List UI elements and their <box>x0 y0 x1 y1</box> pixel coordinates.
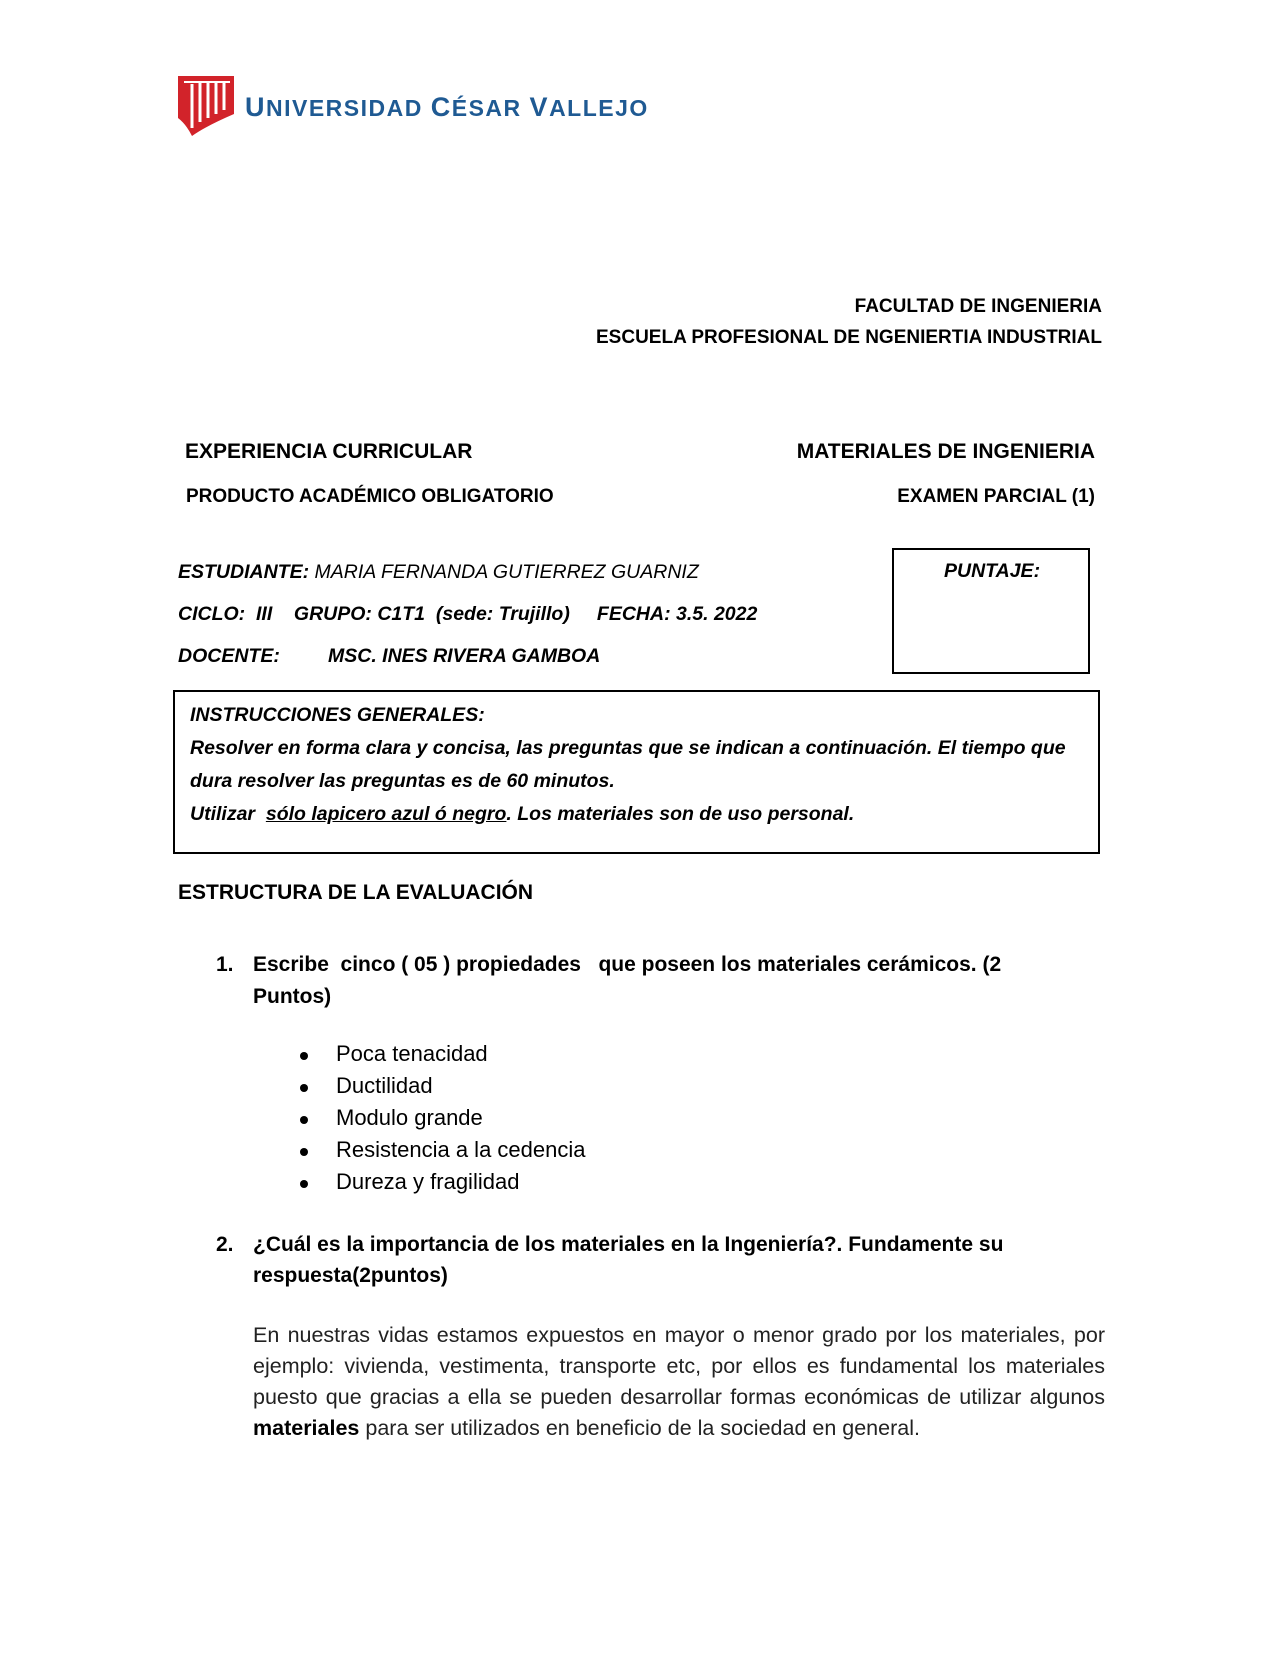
instructions-title: INSTRUCCIONES GENERALES: <box>190 704 485 726</box>
question-2-line-1: ¿Cuál es la importancia de los materiales en la Ingeniería?. Fundamente su <box>253 1233 1004 1256</box>
teacher-name: MSC. INES RIVERA GAMBOA <box>328 645 601 667</box>
question-2-answer: En nuestras vidas estamos expuestos en mayor o menor grado por los materiales, por ejemplo: vivienda, vestimenta, transporte etc, por ellos es fundamental los materiales puesto que gracias a ella se pueden desarrollar formas económicas de utilizar algunos materiales para ser utilizados en beneficio de la sociedad en general. <box>253 1323 1105 1440</box>
list-item: Modulo grande <box>336 1105 483 1130</box>
experience-value: MATERIALES DE INGENIERIA <box>796 440 1095 463</box>
score-label: PUNTAJE: <box>944 560 1041 582</box>
cycle-group-date-line: CICLO: III GRUPO: C1T1 (sede: Trujillo) FECHA: 3.5. 2022 <box>178 603 758 625</box>
school-title: ESCUELA PROFESIONAL DE NGENIERTIA INDUSTRIAL <box>596 327 1102 348</box>
instructions-line-2: dura resolver las preguntas es de 60 minutos. <box>190 770 615 792</box>
bullet-icon <box>300 1180 308 1188</box>
bullet-icon <box>300 1084 308 1092</box>
list-item: Poca tenacidad <box>336 1041 488 1066</box>
list-item: Dureza y fragilidad <box>336 1169 520 1194</box>
evaluation-structure-title: ESTRUCTURA DE LA EVALUACIÓN <box>178 881 534 904</box>
bullet-icon <box>300 1116 308 1124</box>
question-1-line-2: Puntos) <box>253 985 332 1008</box>
student-name: MARIA FERNANDA GUTIERREZ GUARNIZ <box>309 561 699 583</box>
experience-label: EXPERIENCIA CURRICULAR <box>185 440 473 463</box>
university-shield-logo <box>176 74 236 138</box>
bullet-icon <box>300 1148 308 1156</box>
student-line <box>178 561 699 584</box>
list-item: Resistencia a la cedencia <box>336 1137 586 1162</box>
instructions-line-3: Utilizar sólo lapicero azul ó negro. Los materiales son de uso personal. <box>190 803 855 825</box>
question-2-number: 2. <box>216 1233 234 1256</box>
bullet-icon <box>300 1052 308 1060</box>
question-1-line-1: Escribe cinco ( 05 ) propiedades que poseen los materiales cerámicos. (2 <box>253 953 1002 976</box>
product-label: PRODUCTO ACADÉMICO OBLIGATORIO <box>186 486 554 507</box>
question-1-number: 1. <box>216 953 234 976</box>
university-name-logo: UNIVERSIDAD CÉSAR VALLEJO <box>245 92 649 122</box>
student-label: ESTUDIANTE: <box>178 561 310 583</box>
instructions-box <box>173 690 1100 854</box>
faculty-title: FACULTAD DE INGENIERIA <box>854 296 1102 317</box>
list-item: Ductilidad <box>336 1073 433 1098</box>
instructions-line-1: Resolver en forma clara y concisa, las preguntas que se indican a continuación. El tiempo que <box>190 737 1066 759</box>
pen-requirement: sólo lapicero azul ó negro <box>265 803 507 825</box>
product-value: EXAMEN PARCIAL (1) <box>897 486 1095 507</box>
score-box <box>892 548 1090 674</box>
teacher-label: DOCENTE: <box>178 645 280 667</box>
question-2-line-2: respuesta(2puntos) <box>253 1264 448 1287</box>
